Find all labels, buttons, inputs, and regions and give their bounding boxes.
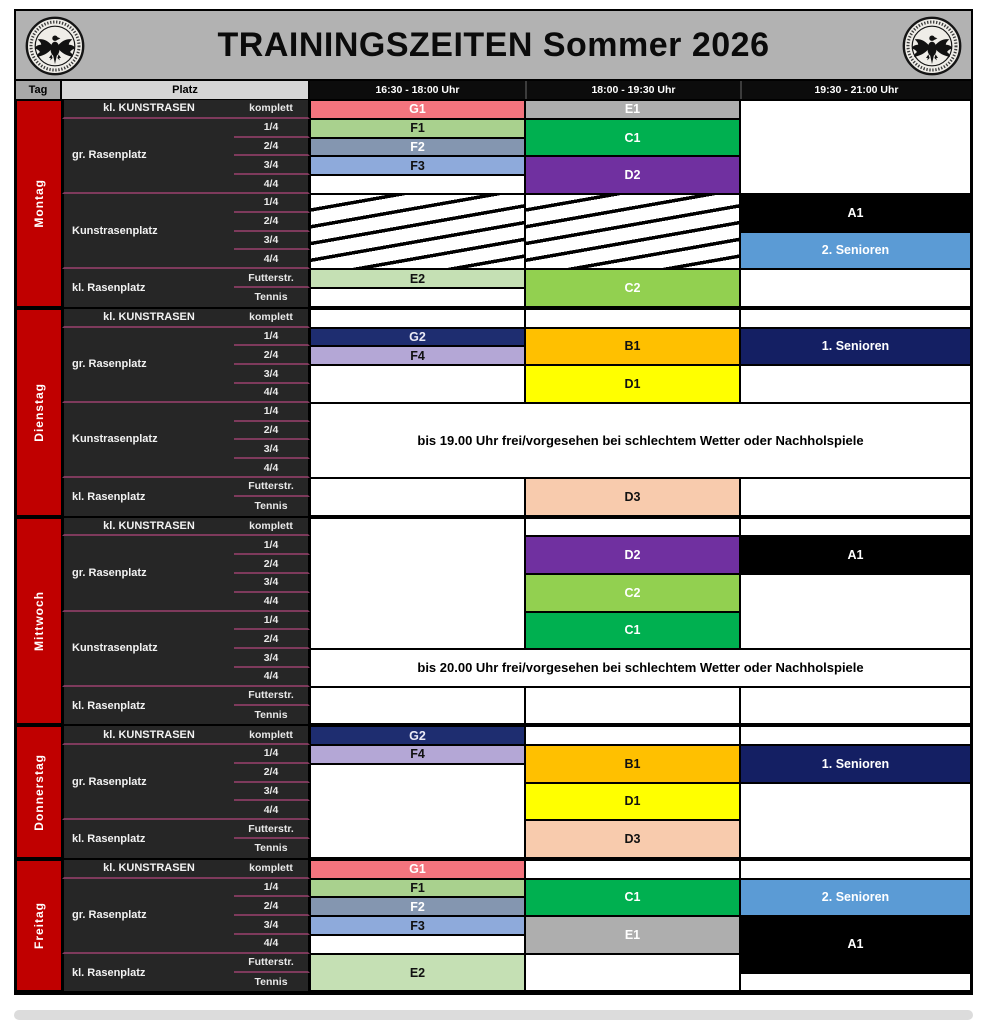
place-label: Kunstrasenplatz: [62, 403, 234, 478]
team-cell: D2: [525, 156, 740, 194]
place-sub-label: 4/4: [234, 459, 310, 478]
place-sub-label: 3/4: [234, 783, 310, 802]
place-sub-label: 2/4: [234, 422, 310, 441]
team-cell: C1: [525, 612, 740, 650]
empty-cell: [740, 783, 971, 858]
place-sub-label: Futterstr.: [234, 954, 310, 973]
empty-cell: [525, 860, 740, 879]
place-sub-label: Futterstr.: [234, 687, 310, 706]
place-sub-label: 3/4: [234, 649, 310, 668]
team-cell: E2: [310, 269, 525, 288]
place-label: kl. Rasenplatz: [62, 954, 234, 992]
team-cell: F3: [310, 156, 525, 175]
empty-cell: [740, 574, 971, 649]
team-cell: C2: [525, 269, 740, 307]
place-label: kl. Rasenplatz: [62, 269, 234, 307]
team-cell: F2: [310, 138, 525, 157]
empty-cell: [310, 365, 525, 403]
team-cell: A1: [740, 536, 971, 574]
crossed-out-cell: [310, 194, 525, 269]
place-label: Kunstrasenplatz: [62, 612, 234, 687]
team-cell: F1: [310, 119, 525, 138]
place-sub-label: 2/4: [234, 555, 310, 574]
place-sub-label: 1/4: [234, 879, 310, 898]
place-label: gr. Rasenplatz: [62, 745, 234, 820]
team-cell: B1: [525, 745, 740, 783]
header-time-1: 16:30 - 18:00 Uhr: [310, 81, 525, 99]
header-tag: Tag: [16, 81, 62, 99]
team-cell: 2. Senioren: [740, 879, 971, 917]
place-label: kl. KUNSTRASEN: [62, 100, 234, 119]
place-sub-label: Tennis: [234, 497, 310, 516]
empty-cell: [525, 309, 740, 328]
team-cell: C1: [525, 119, 740, 157]
team-cell: D1: [525, 783, 740, 821]
empty-cell: [525, 518, 740, 537]
place-sub-label: 1/4: [234, 119, 310, 138]
place-sub-label: 3/4: [234, 365, 310, 384]
place-sub-label: Tennis: [234, 839, 310, 858]
place-sub-label: 4/4: [234, 935, 310, 954]
place-label: kl. KUNSTRASEN: [62, 726, 234, 745]
team-cell: F4: [310, 346, 525, 365]
place-sub-label: 4/4: [234, 250, 310, 269]
empty-cell: [310, 687, 525, 725]
day-label-montag: [16, 100, 62, 307]
team-cell: F4: [310, 745, 525, 764]
place-sub-label: 4/4: [234, 668, 310, 687]
empty-cell: [310, 518, 525, 650]
place-sub-label: Tennis: [234, 706, 310, 725]
empty-cell: [310, 935, 525, 954]
place-sub-label: 1/4: [234, 328, 310, 347]
day-label-text: Montag: [32, 179, 46, 228]
day-label-mittwoch: [16, 518, 62, 725]
team-cell: D1: [525, 365, 740, 403]
day-section-freitag: [16, 860, 971, 994]
title-bar: [16, 11, 971, 81]
place-sub-label: 1/4: [234, 745, 310, 764]
page-edge-shadow: [14, 1010, 973, 1020]
place-sub-label: komplett: [234, 309, 310, 328]
day-section-mittwoch: [16, 518, 971, 727]
place-sub-label: 2/4: [234, 630, 310, 649]
place-label: gr. Rasenplatz: [62, 328, 234, 403]
place-label: kl. KUNSTRASEN: [62, 518, 234, 537]
place-sub-label: 1/4: [234, 194, 310, 213]
place-sub-label: 4/4: [234, 593, 310, 612]
empty-cell: [740, 309, 971, 328]
place-sub-label: 2/4: [234, 213, 310, 232]
place-sub-label: 4/4: [234, 175, 310, 194]
place-label: gr. Rasenplatz: [62, 536, 234, 611]
empty-cell: [525, 726, 740, 745]
team-cell: E1: [525, 100, 740, 119]
place-sub-label: komplett: [234, 100, 310, 119]
page-title: TRAININGSZEITEN Sommer 2026: [217, 25, 770, 64]
place-sub-label: komplett: [234, 518, 310, 537]
empty-cell: [740, 687, 971, 725]
empty-cell: [310, 175, 525, 194]
team-cell: F3: [310, 916, 525, 935]
schedule-body: [16, 100, 971, 993]
place-sub-label: Futterstr.: [234, 820, 310, 839]
empty-cell: [740, 518, 971, 537]
team-cell: G1: [310, 860, 525, 879]
day-label-text: Dienstag: [32, 382, 46, 442]
team-cell: C2: [525, 574, 740, 612]
club-seal-icon: [25, 16, 85, 76]
place-sub-label: 3/4: [234, 440, 310, 459]
place-sub-label: 2/4: [234, 764, 310, 783]
team-cell: F2: [310, 897, 525, 916]
place-label: gr. Rasenplatz: [62, 119, 234, 194]
place-sub-label: Futterstr.: [234, 269, 310, 288]
crossed-out-cell: [525, 194, 740, 269]
place-sub-label: Tennis: [234, 973, 310, 992]
team-cell: D3: [525, 478, 740, 516]
place-label: kl. KUNSTRASEN: [62, 860, 234, 879]
place-sub-label: Futterstr.: [234, 478, 310, 497]
team-cell: D2: [525, 536, 740, 574]
team-cell: A1: [740, 916, 971, 972]
empty-cell: [310, 478, 525, 516]
team-cell: B1: [525, 328, 740, 366]
empty-cell: [740, 269, 971, 307]
header-time-2: 18:00 - 19:30 Uhr: [525, 81, 740, 99]
place-sub-label: 3/4: [234, 574, 310, 593]
column-header-row: [16, 81, 971, 100]
day-section-donnerstag: [16, 726, 971, 860]
empty-cell: [525, 954, 740, 992]
empty-cell: [310, 288, 525, 307]
day-section-dienstag: [16, 309, 971, 518]
empty-cell: [740, 365, 971, 403]
team-cell: G2: [310, 726, 525, 745]
team-cell: G1: [310, 100, 525, 119]
header-platz: Platz: [62, 81, 310, 99]
place-sub-label: 2/4: [234, 346, 310, 365]
team-cell: 1. Senioren: [740, 745, 971, 783]
day-label-dienstag: [16, 309, 62, 516]
day-label-freitag: [16, 860, 62, 992]
place-sub-label: 2/4: [234, 138, 310, 157]
place-sub-label: Tennis: [234, 288, 310, 307]
empty-cell: [310, 764, 525, 858]
place-label: Kunstrasenplatz: [62, 194, 234, 269]
day-label-text: Donnerstag: [32, 753, 46, 831]
empty-cell: [740, 478, 971, 516]
day-label-text: Freitag: [32, 902, 46, 950]
empty-cell: [740, 860, 971, 879]
place-label: kl. Rasenplatz: [62, 820, 234, 858]
place-label: kl. KUNSTRASEN: [62, 309, 234, 328]
day-label-donnerstag: [16, 726, 62, 858]
place-label: gr. Rasenplatz: [62, 879, 234, 954]
note-cell: bis 19.00 Uhr frei/vorgesehen bei schlechtem Wetter oder Nachholspiele: [310, 403, 971, 478]
place-sub-label: 3/4: [234, 232, 310, 251]
place-sub-label: 3/4: [234, 156, 310, 175]
team-cell: C1: [525, 879, 740, 917]
team-cell: D3: [525, 820, 740, 858]
place-sub-label: 1/4: [234, 536, 310, 555]
empty-cell: [310, 309, 525, 328]
place-label: kl. Rasenplatz: [62, 478, 234, 516]
empty-cell: [740, 973, 971, 992]
empty-cell: [740, 100, 971, 194]
place-sub-label: 4/4: [234, 801, 310, 820]
empty-cell: [525, 687, 740, 725]
schedule-board: [14, 9, 973, 995]
note-cell: bis 20.00 Uhr frei/vorgesehen bei schlechtem Wetter oder Nachholspiele: [310, 649, 971, 687]
club-seal-icon: [902, 16, 962, 76]
day-label-text: Mittwoch: [32, 590, 46, 651]
header-time-3: 19:30 - 21:00 Uhr: [740, 81, 971, 99]
place-sub-label: komplett: [234, 860, 310, 879]
team-cell: 1. Senioren: [740, 328, 971, 366]
team-cell: F1: [310, 879, 525, 898]
team-cell: 2. Senioren: [740, 232, 971, 270]
place-sub-label: 3/4: [234, 916, 310, 935]
place-sub-label: 2/4: [234, 897, 310, 916]
team-cell: G2: [310, 328, 525, 347]
place-sub-label: 1/4: [234, 403, 310, 422]
empty-cell: [740, 726, 971, 745]
place-sub-label: 4/4: [234, 384, 310, 403]
place-sub-label: 1/4: [234, 612, 310, 631]
team-cell: A1: [740, 194, 971, 232]
team-cell: E2: [310, 954, 525, 992]
place-sub-label: komplett: [234, 726, 310, 745]
team-cell: E1: [525, 916, 740, 954]
place-label: kl. Rasenplatz: [62, 687, 234, 725]
day-section-montag: [16, 100, 971, 309]
